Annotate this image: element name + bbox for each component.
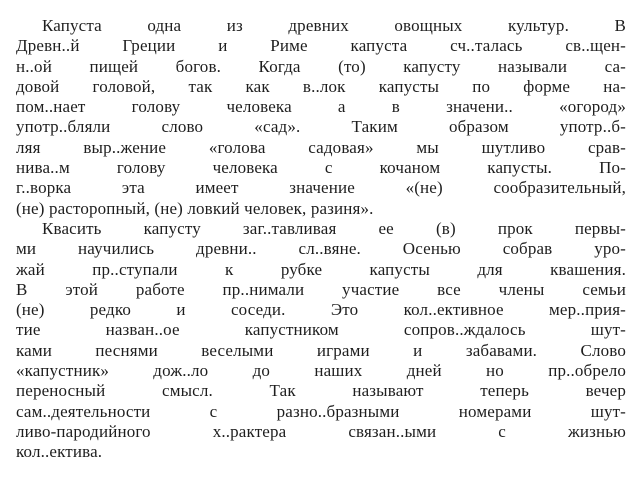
text-line: Капуста одна из древних овощных культур. В (42, 16, 626, 35)
text-line: ливо-пародийного х..рактера связан..ыми с жизнью (16, 421, 626, 441)
text-line: н..ой пищей богов. Когда (то) капусту называли са- (16, 56, 626, 76)
text-line: (не) расторопный, (не) ловкий человек, разиня». (16, 198, 374, 218)
text-line: г..ворка эта имеет значение «(не) сообразительный, (16, 178, 626, 198)
text-line: кол..ектива. (16, 442, 103, 462)
text-body (16, 16, 626, 463)
text-line: сам..деятельности с разно..бразными номерами шут- (16, 401, 626, 421)
text-line: ками песнями веселыми играми и забавами. Слово (16, 340, 626, 360)
text-line: употр..бляли слово «сад». Таким образом употр..б- (16, 117, 626, 137)
text-line: «капустник» дож..ло до наших дней но пр..обрело (16, 361, 626, 381)
paragraph-1 (16, 16, 626, 219)
text-line: довой головой, так как в..лок капусты по форме на- (16, 76, 626, 96)
text-line: пом..нает голову человека а в значени.. «огород» (16, 97, 626, 117)
text-line: нива..м голову человека с кочаном капусты. По- (16, 158, 626, 178)
paragraph-2 (16, 219, 626, 463)
text-line: Квасить капусту заг..тавливая ее (в) прок первы- (42, 218, 626, 238)
text-line: В этой работе пр..нимали участие все члены семьи (16, 279, 626, 299)
text-line: ми научились древни.. сл..вяне. Осенью собрав уро- (16, 239, 626, 259)
text-line: жай пр..ступали к рубке капусты для квашения. (16, 259, 626, 279)
text-line: тие назван..ое капустником сопров..ждалось шут- (16, 320, 626, 340)
text-line: (не) редко и соседи. Это кол..ективное мер..прия- (16, 300, 626, 320)
text-line: ляя выр..жение «голова садовая» мы шутливо срав- (16, 137, 626, 157)
text-line: переносный смысл. Так называют теперь вечер (16, 381, 626, 401)
text-line: Древн..й Греции и Риме капуста сч..талась св..щен- (16, 36, 626, 56)
